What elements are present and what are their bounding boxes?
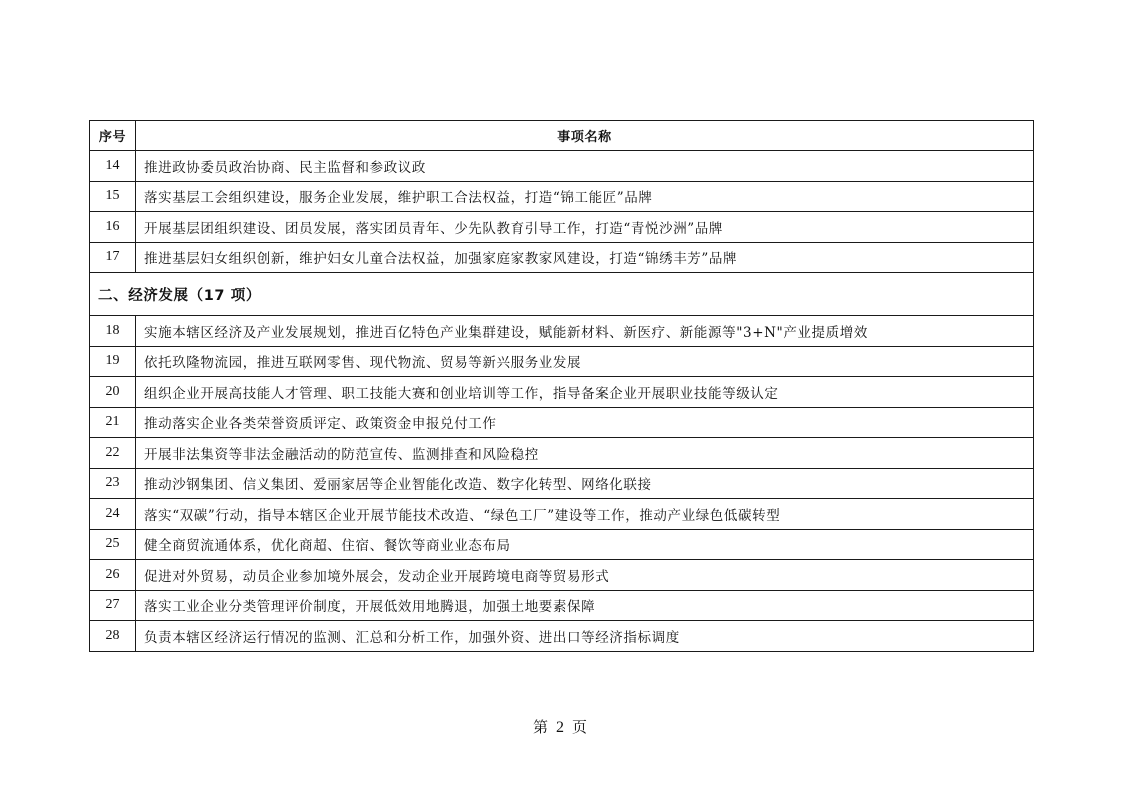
section-title-economic-development: 二、经济发展（17 项） bbox=[90, 273, 1034, 316]
table-row bbox=[90, 560, 1034, 591]
section-heading-row bbox=[90, 273, 1034, 316]
row-number: 14 bbox=[90, 151, 136, 182]
row-number: 16 bbox=[90, 212, 136, 243]
row-number: 20 bbox=[90, 377, 136, 408]
row-number: 19 bbox=[90, 346, 136, 377]
row-number: 27 bbox=[90, 590, 136, 621]
table-row bbox=[90, 468, 1034, 499]
row-number: 21 bbox=[90, 407, 136, 438]
row-number: 22 bbox=[90, 438, 136, 469]
table-row bbox=[90, 242, 1034, 273]
row-matter-name: 落实基层工会组织建设，服务企业发展，维护职工合法权益，打造“锦工能匠”品牌 bbox=[136, 181, 1034, 212]
row-matter-name: 推进政协委员政治协商、民主监督和参政议政 bbox=[136, 151, 1034, 182]
table-row bbox=[90, 181, 1034, 212]
row-matter-name: 开展非法集资等非法金融活动的防范宣传、监测排查和风险稳控 bbox=[136, 438, 1034, 469]
table-header-row bbox=[90, 121, 1034, 151]
row-matter-name: 负责本辖区经济运行情况的监测、汇总和分析工作，加强外资、进出口等经济指标调度 bbox=[136, 621, 1034, 652]
row-matter-name: 实施本辖区经济及产业发展规划，推进百亿特色产业集群建设，赋能新材料、新医疗、新能源等"3+N"产业提质增效 bbox=[136, 316, 1034, 347]
row-matter-name: 落实“双碳”行动，指导本辖区企业开展节能技术改造、“绿色工厂”建设等工作，推动产业绿色低碳转型 bbox=[136, 499, 1034, 530]
table-row bbox=[90, 346, 1034, 377]
table-row bbox=[90, 621, 1034, 652]
table-row bbox=[90, 316, 1034, 347]
table-row bbox=[90, 590, 1034, 621]
row-matter-name: 推动沙钢集团、信义集团、爱丽家居等企业智能化改造、数字化转型、网络化联接 bbox=[136, 468, 1034, 499]
row-matter-name: 组织企业开展高技能人才管理、职工技能大赛和创业培训等工作，指导备案企业开展职业技能等级认定 bbox=[136, 377, 1034, 408]
page-number-footer bbox=[0, 716, 1122, 737]
row-matter-name: 开展基层团组织建设、团员发展，落实团员青年、少先队教育引导工作，打造“青悦沙洲”品牌 bbox=[136, 212, 1034, 243]
row-number: 17 bbox=[90, 242, 136, 273]
row-number: 25 bbox=[90, 529, 136, 560]
row-number: 18 bbox=[90, 316, 136, 347]
row-matter-name: 促进对外贸易，动员企业参加境外展会，发动企业开展跨境电商等贸易形式 bbox=[136, 560, 1034, 591]
header-serial-number: 序号 bbox=[90, 121, 136, 151]
row-number: 15 bbox=[90, 181, 136, 212]
row-number: 23 bbox=[90, 468, 136, 499]
row-matter-name: 推进基层妇女组织创新，维护妇女儿童合法权益，加强家庭家教家风建设，打造“锦绣丰芳”品牌 bbox=[136, 242, 1034, 273]
table-row bbox=[90, 151, 1034, 182]
table-row bbox=[90, 407, 1034, 438]
row-number: 24 bbox=[90, 499, 136, 530]
table-row bbox=[90, 529, 1034, 560]
table-row bbox=[90, 212, 1034, 243]
table-row bbox=[90, 499, 1034, 530]
row-number: 28 bbox=[90, 621, 136, 652]
row-matter-name: 落实工业企业分类管理评价制度，开展低效用地腾退，加强土地要素保障 bbox=[136, 590, 1034, 621]
row-matter-name: 推动落实企业各类荣誉资质评定、政策资金申报兑付工作 bbox=[136, 407, 1034, 438]
row-matter-name: 依托玖隆物流园，推进互联网零售、现代物流、贸易等新兴服务业发展 bbox=[136, 346, 1034, 377]
row-matter-name: 健全商贸流通体系，优化商超、住宿、餐饮等商业业态布局 bbox=[136, 529, 1034, 560]
matters-table bbox=[89, 120, 1034, 652]
row-number: 26 bbox=[90, 560, 136, 591]
page-prefix: 第 bbox=[532, 718, 550, 736]
page-suffix: 页 bbox=[572, 718, 590, 736]
table-row bbox=[90, 377, 1034, 408]
header-matter-name: 事项名称 bbox=[136, 121, 1034, 151]
page-number: 2 bbox=[556, 719, 566, 736]
table-row bbox=[90, 438, 1034, 469]
